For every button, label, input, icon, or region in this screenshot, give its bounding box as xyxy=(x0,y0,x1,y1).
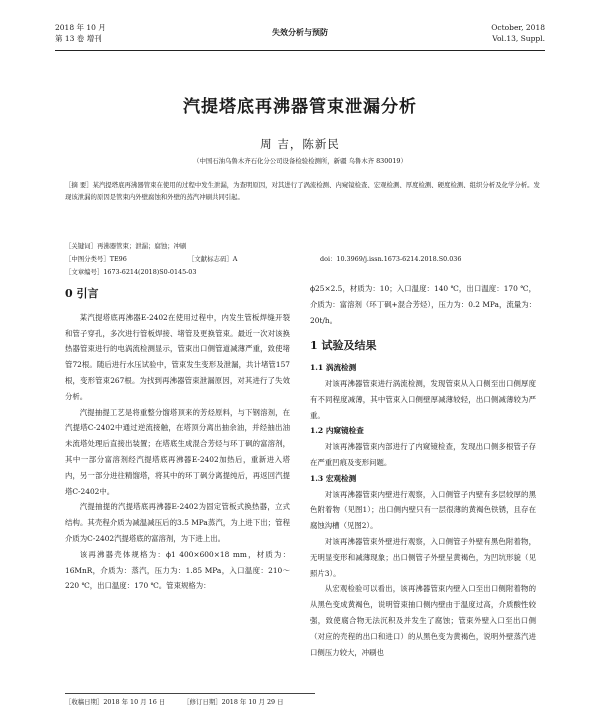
paragraph: 对该再沸器管束外壁进行观察，入口侧管子外壁有黑色附着物，无明显变形和减薄现象；出口侧管子外壁呈黄褐色，为凹坑形貌（见照片3）。 xyxy=(310,536,536,578)
running-header xyxy=(55,22,545,50)
paragraph: 对该再沸器管束进行涡流检测，发现管束从入口侧至出口侧厚度有不同程度减薄，其中管束入口侧壁厚减薄较轻，出口侧减薄较为严重。 xyxy=(310,378,536,420)
article-affiliation: （中国石油乌鲁木齐石化分公司设备检验检测所，新疆 乌鲁木齐 830019） xyxy=(193,157,407,165)
paragraph: 汽提抽提工艺是将重整分馏塔顶来的芳烃原料，与下钢溶剂，在汽提塔C-2402中通过逆流接触，在塔顶分离出抽余油，并经抽出油未流塔处理后直接出装置；在塔底生成混合芳烃与环丁砜的富溶剂，其中一部分富溶剂经汽提塔底再沸器E-2402加热后，重新进入塔内，另一部分进往精馏塔，将其中的环丁砜分离提纯后，再返回汽提塔C-2402中。 xyxy=(65,407,290,496)
paragraph: 某汽提塔底再沸器E-2402在使用过程中，内发生管板焊缝开裂和管子穿孔，多次进行管板焊接、堵管及更换管束。最近一次对该换热器管束进行的电涡流检测显示，管束出口侧管道减薄严重，致使堵管72根。随后进行水压试验中，管束发生变形及泄漏，共计堵管157根，变形管束267根。为找到再沸器管束泄漏原因，对其进行了失效分析。 xyxy=(65,312,290,401)
received-date: ［收稿日期］2018 年 10 月 16 日 xyxy=(65,698,166,706)
paragraph: 该再沸器壳体规格为：ϕ1 400×600×18 mm，材质为：16MnR，介质为：蒸汽，压力为：1.85 MPa，入口温度：210～220 ℃，出口温度：170 ℃。管束规格为： xyxy=(65,549,290,591)
document-code: ［文献标志码］A xyxy=(188,255,238,263)
keywords: ［关键词］再沸器管束；泄漏；腐蚀；冲刷 xyxy=(65,242,187,250)
revised-date: ［修订日期］2018 年 10 月 29 日 xyxy=(183,698,284,706)
header-right xyxy=(491,22,545,44)
doi: doi：10.3969/j.issn.1673-6214.2018.S0.036 xyxy=(320,255,462,263)
right-column xyxy=(310,281,536,660)
header-date-en: October, 2018 xyxy=(491,23,545,32)
footnote-divider xyxy=(65,693,315,694)
clc-number: ［中图分类号］TE96 xyxy=(65,255,127,263)
left-column xyxy=(65,286,290,594)
footnote-dates xyxy=(65,697,284,706)
paragraph: 对该再沸器管束内部进行了内窥镜检查，发现出口侧多根管子存在严重凹痕及变形问题。 xyxy=(310,442,536,467)
section-heading-introduction: 0 引言 xyxy=(65,287,99,300)
paragraph-continued: ϕ25×2.5，材质为：10；入口温度：140 ℃，出口温度：170 ℃，介质为：富溶剂（环丁砜+混合芳烃），压力为：0.2 MPa，流量为：20t/h。 xyxy=(310,284,536,325)
paragraph: 从宏观检验可以看出，该再沸器管束内壁入口至出口侧附着物的从黑色变成黄褐色，说明管束抽口侧内壁由于温度过高，介质酸性较强，致使腐合物无法沉积及并发生了腐蚀；管束外壁入口至出口侧（对应的壳程的出口和进口）的从黑色变为黄褐色，说明外壁蒸汽进口侧压力较大，冲刷也 xyxy=(310,584,536,657)
header-divider xyxy=(55,50,545,51)
article-id: ［文章编号］1673-6214(2018)S0-0145-03 xyxy=(65,268,197,276)
section-heading-tests: 1 试验及结果 xyxy=(310,339,377,353)
header-date-cn: 2018 年 10 月 xyxy=(55,23,106,32)
subsection-heading: 1.1 涡流检测 xyxy=(310,363,357,373)
subsection-heading: 1.3 宏观检测 xyxy=(310,473,357,483)
header-volume-en: Vol.13, Suppl. xyxy=(492,34,545,43)
paragraph: 汽提抽提的汽提塔底再沸器E-2402为固定管板式换热器，立式结构。其壳程介质为减温减压后的3.5 MPa蒸汽，为上进下出；管程介质为C-2402汽提塔底的富溶剂，为下进上出。 xyxy=(65,502,290,543)
article-authors: 周 吉，陈新民 xyxy=(260,137,340,151)
subsection-heading: 1.2 内窥镜检查 xyxy=(310,426,364,436)
article-title: 汽提塔底再沸器管束泄漏分析 xyxy=(183,97,417,117)
header-volume-cn: 第 13 卷 增刊 xyxy=(55,34,102,43)
abstract: ［摘 要］某汽提塔底再沸器管束在使用的过程中发生泄漏，为查明原因，对其进行了涡流检测、内窥镜检查、宏观检测、厚度检测、硬度检测、组织分析及化学分析。发现该泄漏的原因是管束内外壁腐蚀和外壁的蒸汽冲刷共同引起。 xyxy=(65,181,540,201)
paragraph: 对该再沸器管束内壁进行观察，入口侧管子内壁有多层较厚的黑色附着物（见图1）；出口侧内壁只有一层很薄的黄褐色铁锈，且存在腐蚀沟槽（见图2）。 xyxy=(310,489,536,531)
header-journal-name: 失效分析与预防 xyxy=(272,27,328,37)
